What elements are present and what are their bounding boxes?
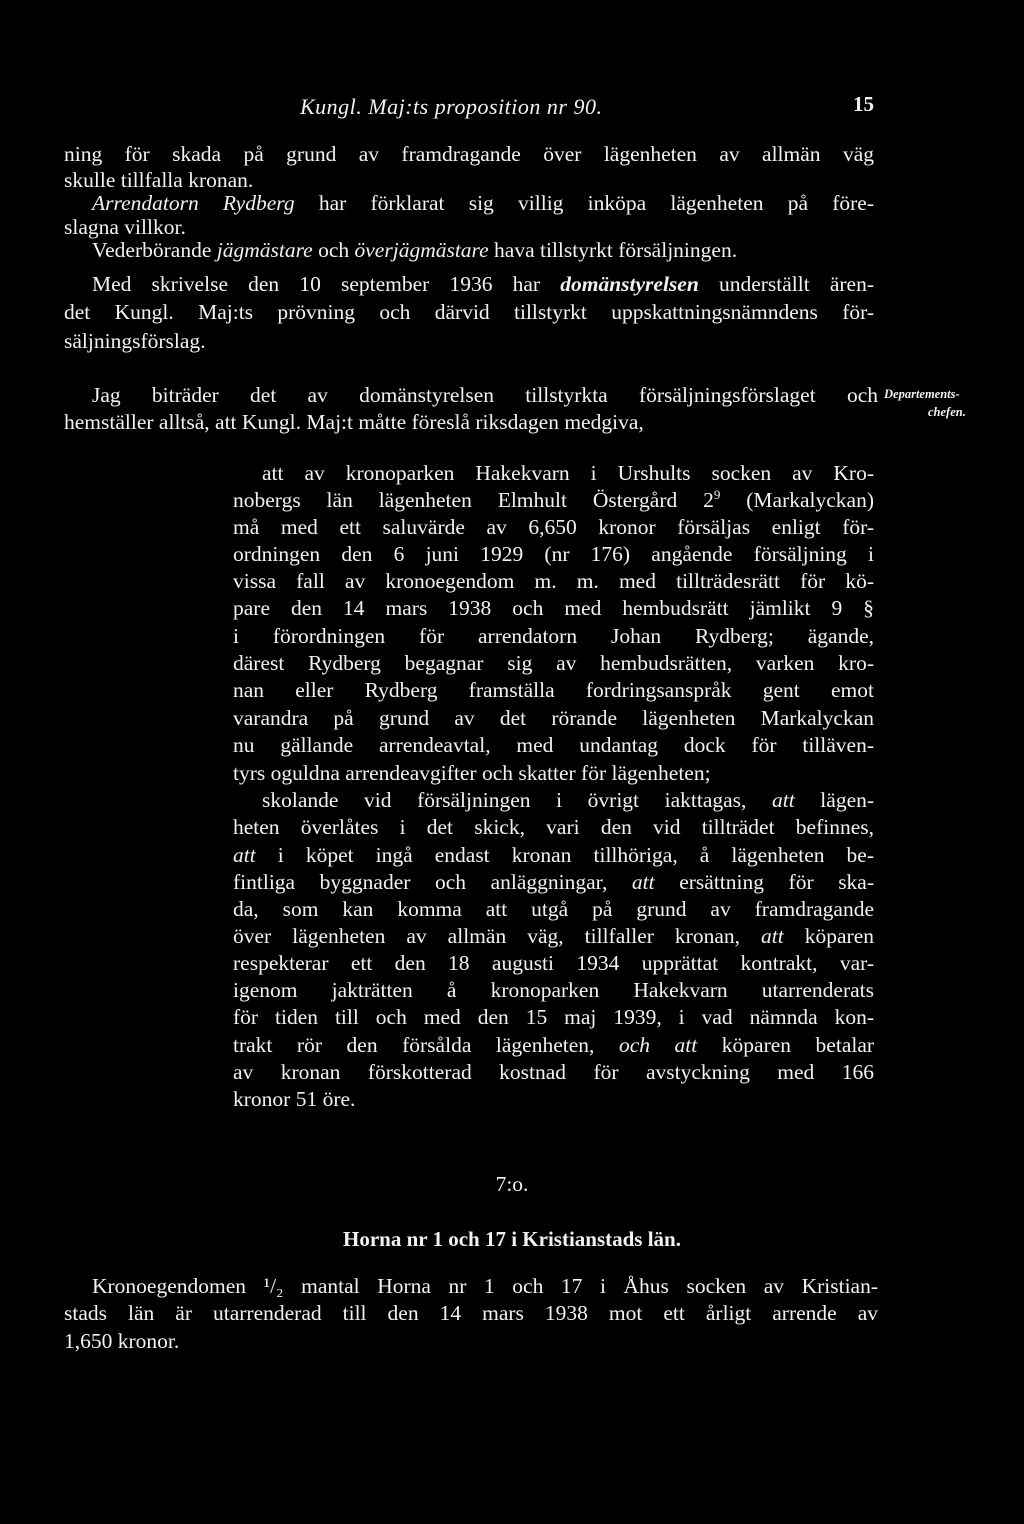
conditions-line5: da, som kan komma att utgå på grund av framdragande xyxy=(233,897,874,921)
conditions-line11: av kronan förskotterad kostnad för avstyckning med 166 xyxy=(233,1060,874,1084)
margin-note-line2: chefen. xyxy=(928,405,966,419)
conditions-line1 xyxy=(262,786,874,814)
conditions-l1a: skolande vid försäljningen i övrigt iakttagas, xyxy=(262,788,747,812)
resolution-line: nan eller Rydberg framställa fordringsanspråk gent emot xyxy=(233,678,874,702)
section-heading: Horna nr 1 och 17 i Kristianstads län. xyxy=(343,1227,681,1251)
para2-subject: Arrendatorn Rydberg xyxy=(92,191,295,215)
conditions-line4 xyxy=(233,868,874,896)
conditions-l10a: trakt rör den försålda lägenheten, xyxy=(233,1033,595,1057)
para2-line2: slagna villkor. xyxy=(64,215,186,239)
conditions-l6a: över lägenheten av allmän väg, tillfaller kronan, xyxy=(233,924,740,948)
att-italic: att xyxy=(631,870,655,894)
section-line3: 1,650 kronor. xyxy=(64,1329,180,1353)
running-header xyxy=(300,94,602,120)
para3-jagmastare: jägmästare xyxy=(216,238,313,262)
para1-line2: skulle tillfalla kronan. xyxy=(64,168,254,192)
para5-line1: Jag biträder det av domänstyrelsen tillstyrkta försäljningsförslaget och xyxy=(92,383,878,407)
section-l1b: mantal Horna nr 1 och 17 i Åhus socken av Kristian- xyxy=(301,1274,879,1298)
para2-line1 xyxy=(92,189,874,217)
conditions-l10b: köparen betalar xyxy=(721,1033,875,1057)
section-line1 xyxy=(92,1272,878,1300)
conditions-line10 xyxy=(233,1031,874,1059)
para4-domanstyrelsen: domänstyrelsen xyxy=(560,272,699,296)
conditions-l1b: lägen- xyxy=(820,788,875,812)
resolution-line: må med ett saluvärde av 6,650 kronor försäljas enligt för- xyxy=(233,515,874,539)
para5-line2: hemställer alltså, att Kungl. Maj:t måtte föreslå riksdagen medgiva, xyxy=(64,410,644,434)
para3-overjagmastare: överjägmästare xyxy=(354,238,489,262)
conditions-l6b: köparen xyxy=(804,924,875,948)
fraction: ¹/₂ xyxy=(263,1274,284,1298)
margin-note-line1: Departements- xyxy=(884,387,960,401)
resolution-line: nu gällande arrendeavtal, med undantag dock för tilläven- xyxy=(233,733,874,757)
section-l1a: Kronoegendomen xyxy=(92,1274,247,1298)
resolution-line: vissa fall av kronoegendom m. m. med tillträdesrätt för kö- xyxy=(233,569,874,593)
para3-a: Vederbörande xyxy=(92,238,212,262)
section-line2: stads län är utarrenderad till den 14 mars 1938 mot ett årligt arrende av xyxy=(64,1301,878,1325)
resolution-line2-text: nobergs län lägenheten Elmhult Östergård 2 xyxy=(233,488,714,512)
para4-line2: det Kungl. Maj:ts prövning och därvid tillstyrkt uppskattningsnämndens för- xyxy=(64,300,874,324)
conditions-l3b: i köpet ingå endast kronan tillhöriga, å lägenheten be- xyxy=(277,843,874,867)
conditions-line2: heten överlåtes i det skick, vari den vid tillträdet befinnes, xyxy=(233,815,874,839)
page-number: 15 xyxy=(853,92,874,116)
para4-l1a: Med skrivelse den 10 september 1936 har xyxy=(92,272,541,296)
para4-l1c: underställt ären- xyxy=(718,272,875,296)
para3-line xyxy=(92,236,737,264)
conditions-line6 xyxy=(233,922,874,950)
resolution-line: därest Rydberg begagnar sig av hembudsrätten, varken kro- xyxy=(233,651,874,675)
para2-line1-rest: har förklarat sig villig inköpa lägenheten på före- xyxy=(318,191,875,215)
resolution-line: att av kronoparken Hakekvarn i Urshults socken av Kro- xyxy=(262,461,874,485)
conditions-l4b: ersättning för ska- xyxy=(679,870,875,894)
para3-e: hava tillstyrkt försäljningen. xyxy=(494,238,738,262)
resolution-line2-rest: (Markalyckan) xyxy=(746,488,875,512)
para3-och: och xyxy=(318,238,350,262)
att-italic: att xyxy=(674,1033,698,1057)
resolution-line: pare den 14 mars 1938 och med hembudsrätt jämlikt 9 § xyxy=(233,596,874,620)
header-kungl: Kungl. xyxy=(300,94,363,119)
conditions-line9: för tiden till och med den 15 maj 1939, i vad nämnda kon- xyxy=(233,1005,874,1029)
conditions-line8: igenom jakträtten å kronoparken Hakekvarn utarrenderats xyxy=(233,978,874,1002)
resolution-line: ordningen den 6 juni 1929 (nr 176) angående försäljning i xyxy=(233,542,874,566)
superscript: 9 xyxy=(713,486,721,502)
att-italic: att xyxy=(761,924,784,948)
resolution-line: i förordningen för arrendatorn Johan Rydberg; ägande, xyxy=(233,624,874,648)
para4-line1 xyxy=(92,270,874,298)
att-italic: att xyxy=(772,788,795,812)
para1-line1: ning för skada på grund av framdragande över lägenheten av allmän väg xyxy=(64,142,874,166)
conditions-line7: respekterar ett den 18 augusti 1934 upprättat kontrakt, var- xyxy=(233,951,874,975)
conditions-l4a: fintliga byggnader och anläggningar, xyxy=(233,870,608,894)
header-title: Maj:ts proposition nr 90. xyxy=(368,94,603,119)
resolution-line: tyrs oguldna arrendeavgifter och skatter för lägenheten; xyxy=(233,761,711,785)
resolution-line xyxy=(233,486,874,514)
section-number: 7:o. xyxy=(495,1172,529,1196)
conditions-line3 xyxy=(233,841,874,869)
para4-line3: säljningsförslag. xyxy=(64,329,206,353)
conditions-line12: kronor 51 öre. xyxy=(233,1087,356,1111)
att-italic: att xyxy=(233,843,256,867)
och-italic: och xyxy=(618,1033,650,1057)
resolution-line: varandra på grund av det rörande lägenheten Markalyckan xyxy=(233,706,874,730)
